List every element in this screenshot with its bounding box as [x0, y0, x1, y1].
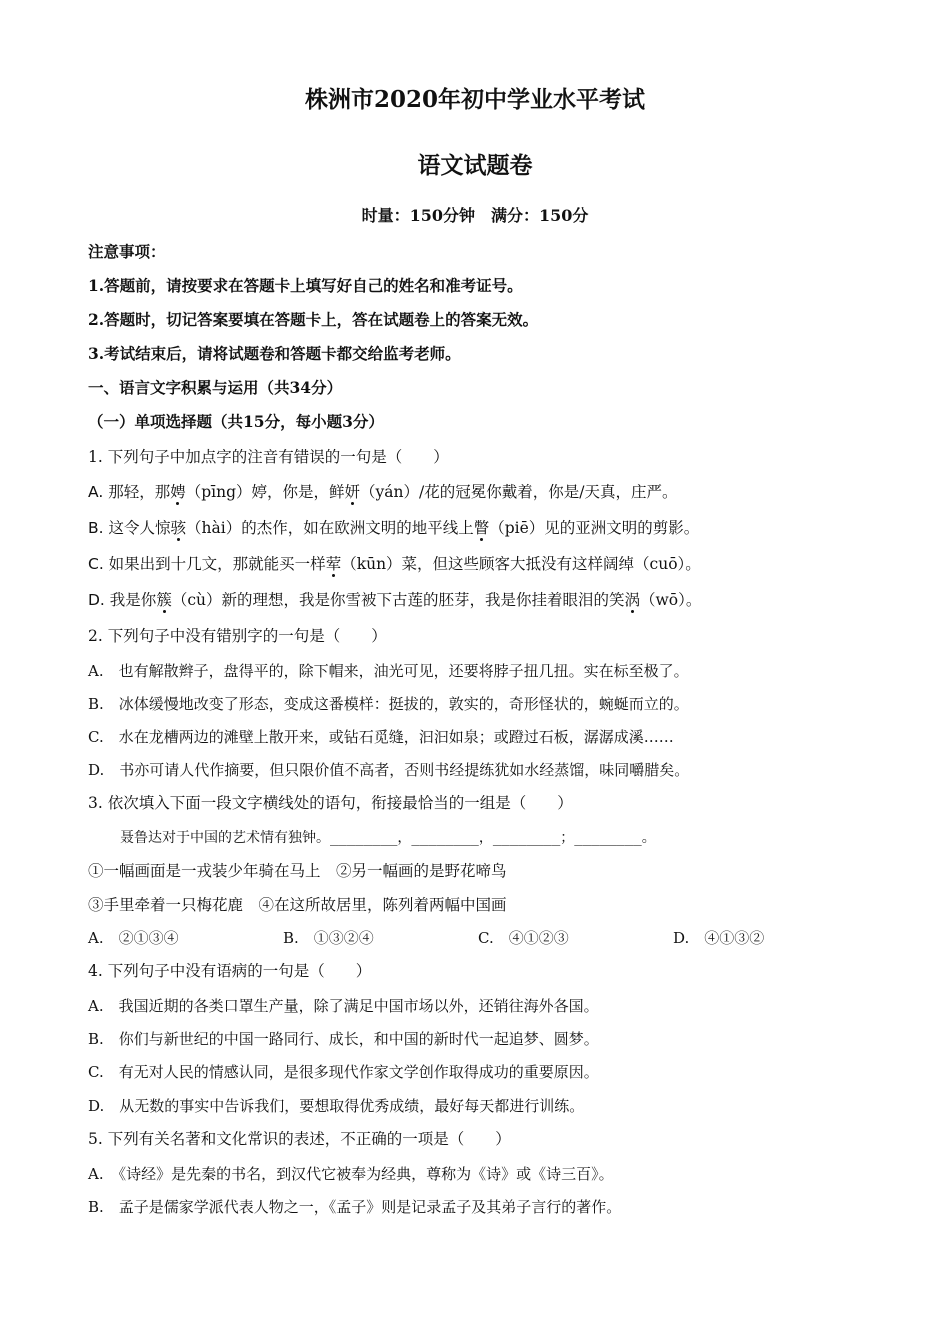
q2-option-a: A. 也有解散辫子，盘得平的，除下帽来，油光可见，还要将脖子扭几扭。实在标至极了。: [88, 662, 689, 680]
q4-option-d: D. 从无数的事实中告诉我们，要想取得优秀成绩，最好每天都进行训练。: [88, 1097, 585, 1115]
q5-option-b: B. 孟子是儒家学派代表人物之一，《孟子》则是记录孟子及其弟子言行的著作。: [88, 1198, 622, 1216]
q2-option-c: C. 水在龙槽两边的滩壁上散开来，或钻石觅缝，汩汩如泉；或蹬过石板，潺潺成溪……: [88, 728, 674, 746]
exam-title: 株洲市2020年初中学业水平考试: [304, 86, 645, 113]
option-text: （piē）见的亚洲文明的剪影。: [489, 519, 700, 537]
notice-item: 3.考试结束后，请将试题卷和答题卡都交给监考老师。: [88, 344, 461, 363]
option-text: （cù）新的理想，我是你雪被下古莲的胚芽，我是你挂着眼泪的笑: [171, 591, 625, 609]
option-label: D.: [88, 591, 105, 609]
q2-option-d: D. 书亦可请人代作摘要，但只限价值不高者，否则书经提练犹如水经蒸馏，味同嚼腊矣。: [88, 761, 690, 779]
q3-passage: 聂鲁达对于中国的艺术情有独钟。________，________，________；________。: [120, 830, 656, 846]
option-text: （wō）。: [640, 591, 702, 609]
question-stem: 5. 下列有关名著和文化常识的表述，不正确的一项是（ ）: [88, 1130, 511, 1148]
notice-item: 2.答题时，切记答案要填在答题卡上，答在试题卷上的答案无效。: [88, 310, 539, 329]
question-stem: 1. 下列句子中加点字的注音有错误的一句是（ ）: [88, 448, 449, 466]
q3-option-c: C. ④①②③: [478, 929, 569, 947]
dotted-char: 涡: [624, 591, 641, 609]
q3-option-b: B. ①③②④: [283, 929, 374, 947]
q1-option-c: [88, 554, 701, 574]
notice-item: 1.答题前，请按要求在答题卡上填写好自己的姓名和准考证号。: [88, 276, 523, 295]
question-stem: 3. 依次填入下面一段文字横线处的语句，衔接最恰当的一组是（ ）: [88, 794, 573, 812]
option-label: C.: [88, 555, 104, 573]
dotted-char: 娉: [170, 483, 186, 501]
option-text: 那轻，那: [103, 483, 171, 501]
notice-heading: 注意事项：: [88, 242, 166, 261]
option-label: A.: [88, 483, 104, 501]
q5-option-a: A. 《诗经》是先秦的书名，到汉代它被奉为经典，尊称为《诗》或《诗三百》。: [88, 1165, 614, 1183]
q4-option-b: B. 你们与新世纪的中国一路同行、成长，和中国的新时代一起追梦、圆梦。: [88, 1030, 599, 1048]
section-heading: 一、语言文字积累与运用（共34分）: [88, 378, 343, 397]
dotted-char: 骇: [170, 519, 187, 537]
subsection-heading: （一）单项选择题（共15分，每小题3分）: [88, 412, 384, 431]
q3-option-a: A. ②①③④: [88, 929, 179, 947]
option-text: （yán）/花的冠冕你戴着，你是/天真，庄严。: [360, 483, 678, 501]
q2-option-b: B. 冰体缓慢地改变了形态，变成这番模样：挺拔的，敦实的，奇形怪状的，蜿蜒而立的。: [88, 695, 689, 713]
time-score-info: 时量：150分钟 满分：150分: [361, 206, 589, 225]
option-text: （kūn）菜，但这些顾客大抵没有这样阔绰（cuō）。: [341, 555, 701, 573]
dotted-char: 荤: [325, 555, 342, 573]
q1-option-a: [88, 482, 677, 502]
q3-choices-line: ①一幅画面是一戎装少年骑在马上 ②另一幅画的是野花啼鸟: [88, 862, 507, 880]
q1-option-b: [88, 518, 699, 538]
option-text: 这令人惊: [103, 519, 171, 537]
q4-option-a: A. 我国近期的各类口罩生产量，除了满足中国市场以外，还销往海外各国。: [88, 997, 599, 1015]
option-text: 我是你: [104, 591, 157, 609]
option-text: （pīng）婷，你是，鲜: [185, 483, 345, 501]
option-label: B.: [88, 519, 104, 537]
q1-option-d: [88, 590, 701, 610]
dotted-char: 簇: [156, 591, 172, 609]
paper-subtitle: 语文试题卷: [417, 152, 533, 179]
q3-choices-line: ③手里牵着一只梅花鹿 ④在这所故居里，陈列着两幅中国画: [88, 896, 507, 914]
q3-options-row: [88, 928, 764, 948]
dotted-char: 妍: [344, 483, 361, 501]
option-text: （hài）的杰作，如在欧洲文明的地平线上: [186, 519, 474, 537]
question-stem: 4. 下列句子中没有语病的一句是（ ）: [88, 962, 372, 980]
q4-option-c: C. 有无对人民的情感认同，是很多现代作家文学创作取得成功的重要原因。: [88, 1063, 599, 1081]
q3-option-d: D. ④①③②: [673, 929, 765, 947]
option-text: 如果出到十几文，那就能买一样: [103, 555, 326, 573]
dotted-char: 瞥: [473, 519, 490, 537]
question-stem: 2. 下列句子中没有错别字的一句是（ ）: [88, 627, 387, 645]
